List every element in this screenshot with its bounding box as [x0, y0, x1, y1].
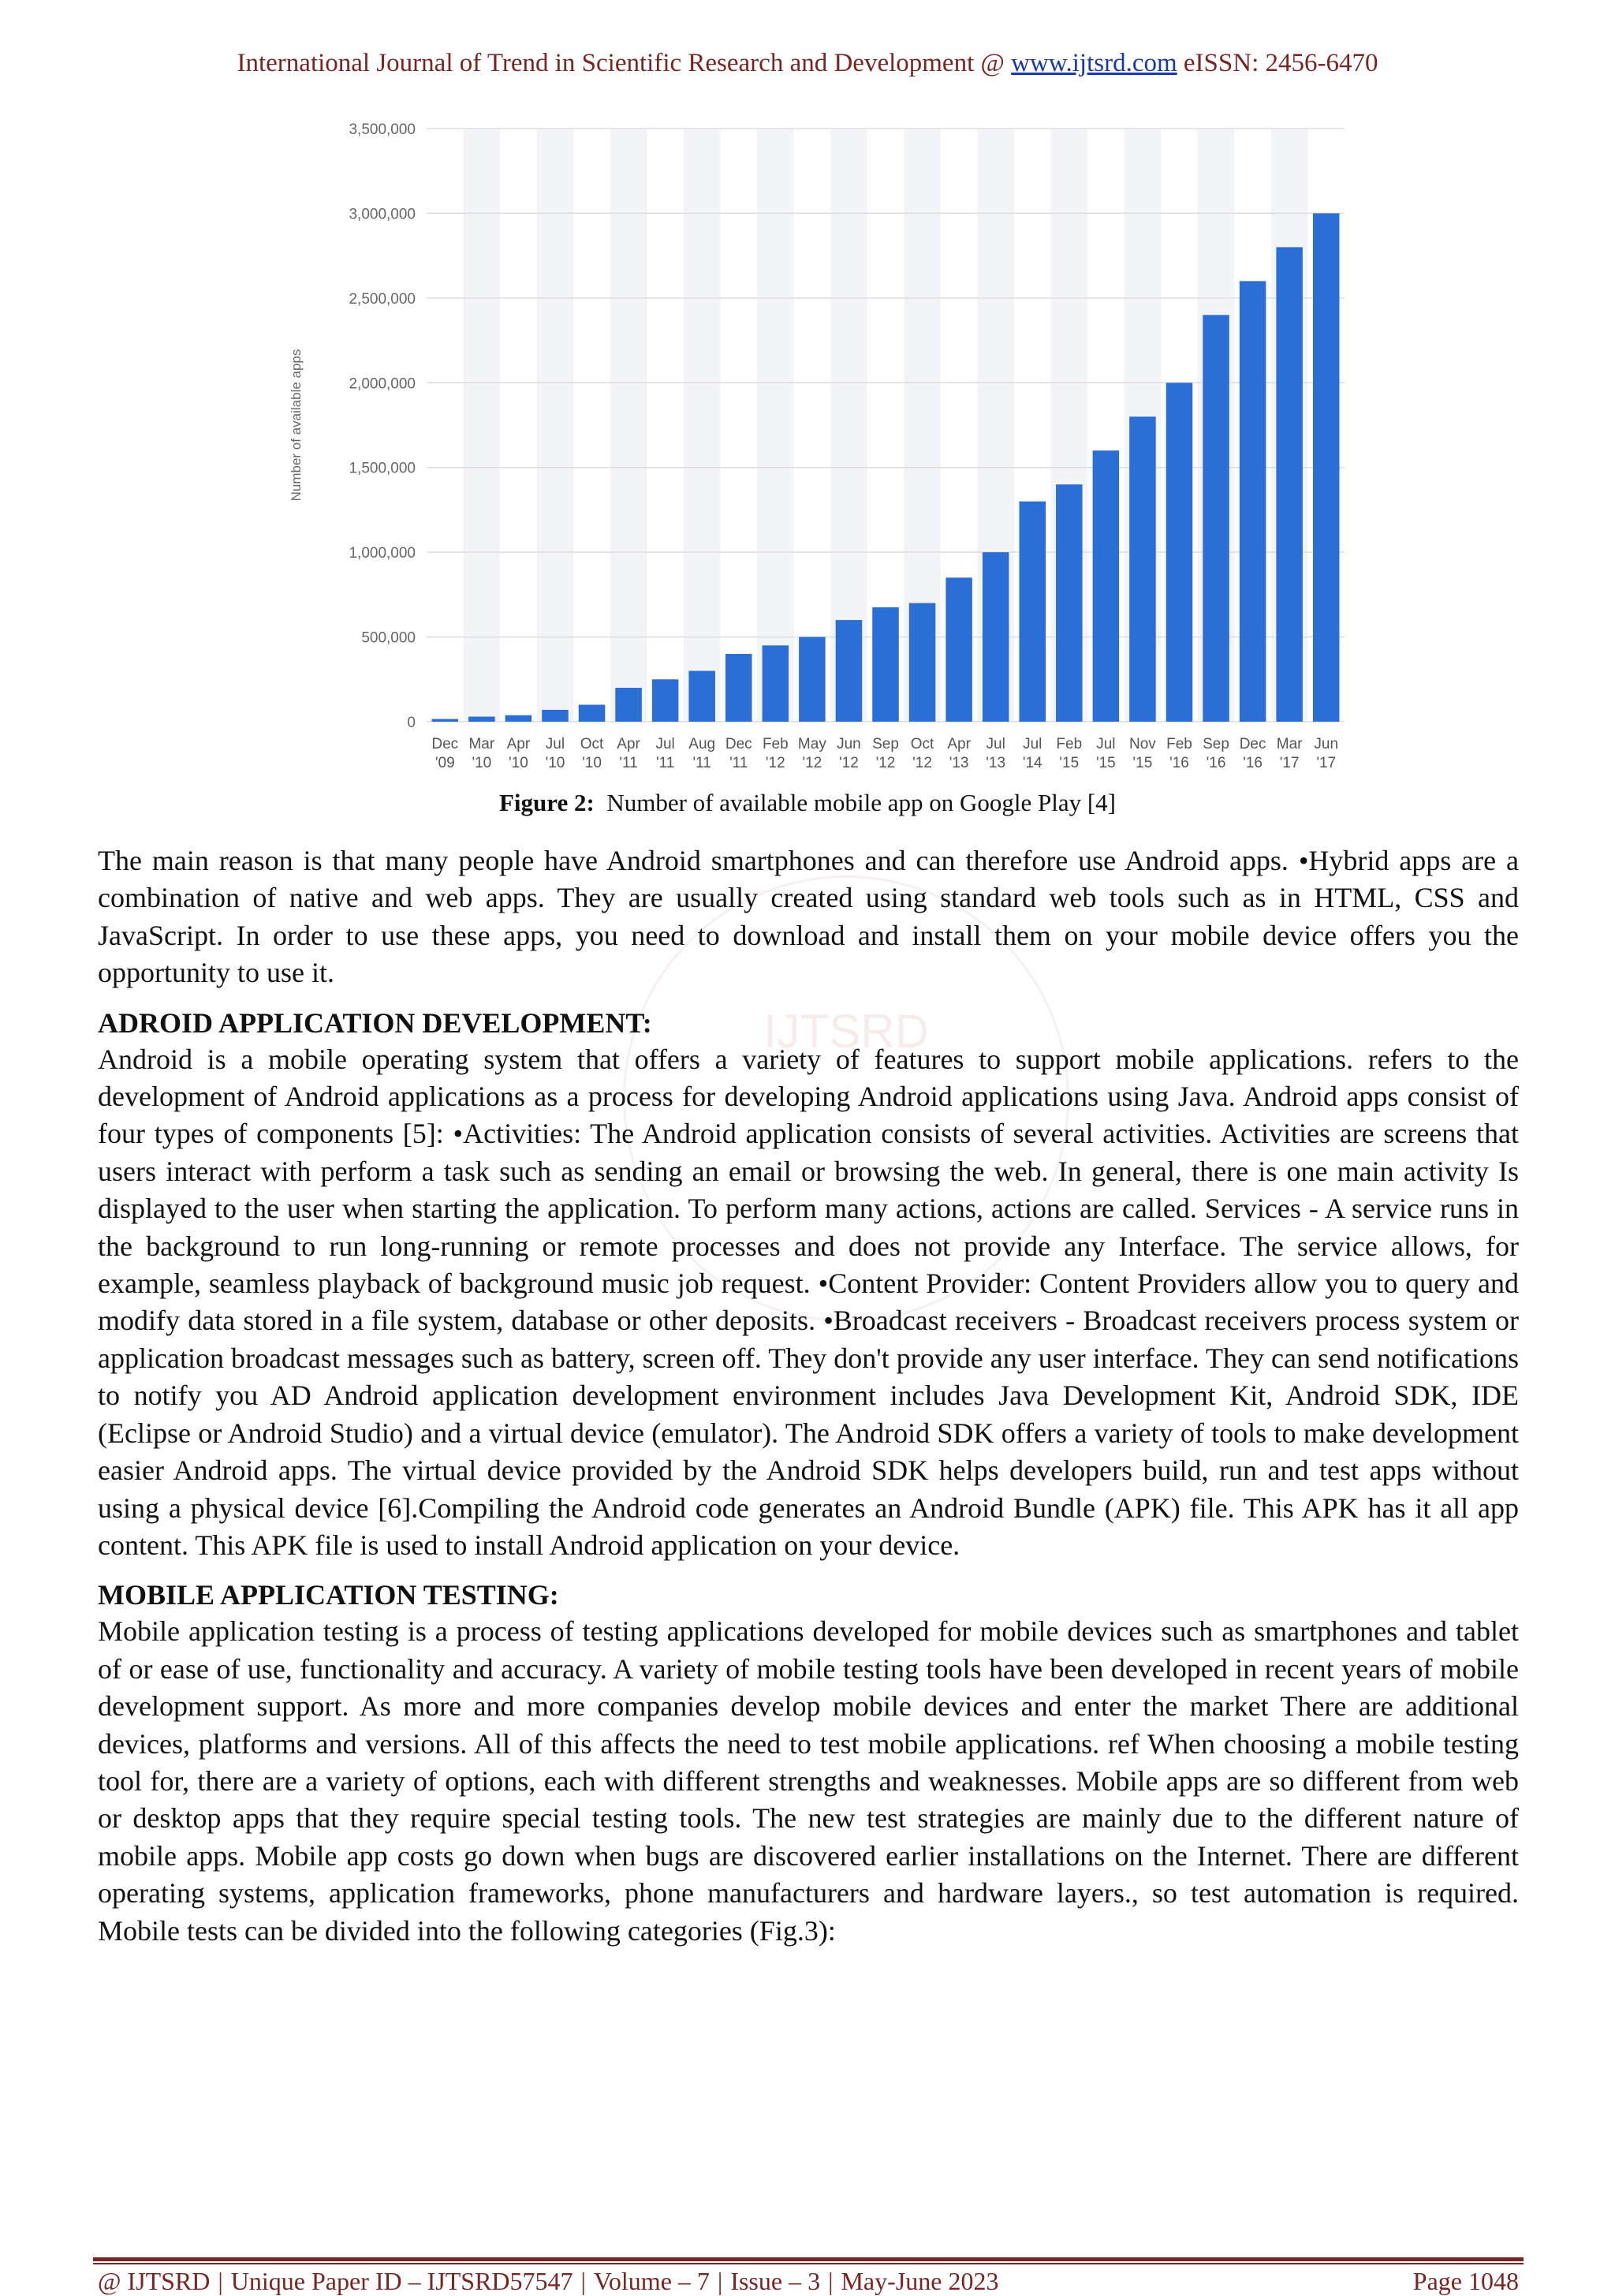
bar [946, 577, 972, 722]
paragraph-intro: The main reason is that many people have Android smartphones and can therefore use Android apps. •Hybrid apps are a combination of native and web apps. They are usually created using standard web tools such as in HTML, CSS and JavaScript. In order to use these apps, you need to download and install them on your mobile device offers you the opportunity to use it. [98, 845, 1519, 989]
column-band [684, 129, 721, 722]
x-tick-label-month: Sep [1203, 736, 1229, 752]
bar [579, 705, 606, 722]
x-tick-label-year: '16 [1243, 755, 1263, 771]
bar [1093, 450, 1120, 722]
x-tick-label-month: Nov [1129, 736, 1156, 752]
paragraph-android-development: Android is a mobile operating system that offers a variety of features to support mobile applications. refers to the development of Android applications as a process for developing Android applications using Java. Android apps consist of four types of components [5]: •Activities: The Android application consists of several activities. Activities are screens that users interact with perform a task such as sending an email or browsing the web. In general, there is one main activity Is displayed to the user when starting the application. To perform many actions, actions are called. Services - A service runs in the background to run long-running or remote processes and does not provide any Interface. The service allows, for example, seamless playback of background music job request. •Content Provider: Content Providers allow you to query and modify data stored in a file system, database or other deposits. •Broadcast receivers - Broadcast receivers process system or application broadcast messages such as battery, screen off. They don't provide any user interface. They can send notifications to notify you AD Android application development environment includes Java Development Kit, Android SDK, IDE (Eclipse or Android Studio) and a virtual device (emulator). The Android SDK offers a variety of tools to make development easier Android apps. The virtual device provided by the Android SDK helps developers build, run and test apps without using a physical device [6].Compiling the Android code generates an Android Bundle (APK) file. This APK has it all app content. This APK file is used to install Android application on your device. [98, 1043, 1519, 1561]
section-heading-android-development: ADROID APPLICATION DEVELOPMENT: [98, 1006, 652, 1039]
bar [688, 671, 715, 722]
x-tick-label-month: Jul [986, 736, 1005, 752]
x-tick-label-month: Apr [947, 736, 971, 752]
bar [872, 607, 899, 722]
figure-title: Number of available mobile app on Google Play [4] [606, 789, 1116, 816]
footer-rule-thin [93, 2263, 1524, 2264]
x-tick-label-month: Dec [431, 736, 459, 752]
section-heading-mobile-testing: MOBILE APPLICATION TESTING: [98, 1579, 559, 1611]
bar [1240, 281, 1266, 722]
bar [432, 719, 459, 722]
x-tick-label-year: '15 [1132, 755, 1153, 771]
x-tick-label-year: '17 [1279, 755, 1300, 771]
footer-paper-id: Unique Paper ID – IJTSRD57547 [230, 2267, 573, 2295]
x-tick-label-year: '10 [545, 755, 565, 771]
footer-journal: @ IJTSRD [98, 2267, 211, 2295]
body-text [98, 842, 1519, 1950]
x-tick-label-month: Jul [1023, 736, 1042, 752]
figure-2-chart [280, 106, 1352, 816]
x-tick-label-year: '15 [1059, 755, 1080, 771]
y-tick-label: 2,500,000 [349, 290, 416, 308]
y-tick-label: 2,000,000 [349, 375, 416, 393]
x-tick-label-month: Mar [1276, 736, 1303, 752]
figure-caption [0, 789, 1615, 817]
bar [909, 603, 936, 722]
footer-meta [98, 2267, 998, 2296]
x-tick-label-month: Oct [910, 736, 934, 752]
x-tick-label-month: Apr [506, 736, 531, 752]
bar [1129, 416, 1156, 722]
x-tick-label-month: Mar [468, 736, 495, 752]
x-tick-label-year: '10 [582, 755, 602, 771]
x-tick-label-year: '13 [949, 755, 969, 771]
bar [763, 645, 789, 722]
running-header [0, 49, 1615, 78]
x-tick-label-month: Aug [688, 736, 716, 752]
x-tick-label-year: '11 [655, 755, 675, 771]
bar [983, 552, 1009, 722]
y-tick-label: 0 [407, 715, 416, 731]
y-axis-label: Number of available apps [289, 349, 304, 502]
bar [615, 688, 642, 722]
column-band [610, 129, 647, 722]
x-tick-label-year: '10 [472, 755, 492, 771]
x-tick-label-year: '12 [912, 755, 932, 771]
page-footer [98, 2267, 1519, 2296]
bar [1313, 213, 1340, 722]
bar [836, 620, 863, 722]
x-tick-label-month: Feb [762, 736, 789, 752]
x-tick-label-year: '12 [839, 755, 859, 771]
x-tick-label-year: '16 [1169, 755, 1189, 771]
watermark-text: IJTSRD [763, 1005, 929, 1058]
bar [1056, 484, 1083, 722]
x-tick-label-month: Feb [1056, 736, 1083, 752]
footer-volume: Volume – 7 [593, 2267, 710, 2295]
bar-chart-svg [280, 106, 1352, 785]
column-band [757, 129, 794, 722]
x-tick-label-year: '12 [802, 755, 822, 771]
y-tick-label: 3,500,000 [349, 121, 416, 138]
y-tick-label: 500,000 [361, 629, 416, 647]
x-tick-label-year: '11 [729, 755, 748, 771]
footer-separator: | [218, 2267, 223, 2295]
x-tick-label-month: Jun [837, 736, 861, 752]
bar [725, 654, 752, 722]
x-tick-label-year: '11 [692, 755, 711, 771]
x-tick-label-month: Sep [872, 736, 899, 752]
x-tick-label-month: Apr [617, 736, 640, 752]
footer-separator: | [828, 2267, 834, 2295]
figure-label: Figure 2: [499, 789, 595, 816]
paragraph-mobile-testing: Mobile application testing is a process of testing applications developed for mobile devices such as smartphones and tablet of or ease of use, functionality and accuracy. A variety of mobile testing tools have been developed in recent years of mobile development support. As more and more companies develop mobile devices and enter the market There are additional devices, platforms and versions. All of this affects the need to test mobile applications. ref When choosing a mobile testing tool for, there are a variety of options, each with different strengths and weaknesses. Mobile apps are so different from web or desktop apps that they require special testing tools. The new test strategies are mainly due to the different nature of mobile apps. Mobile app costs go down when bugs are discovered earlier installations on the Internet. There are different operating systems, application frameworks, phone manufacturers and hardware layers., so test automation is required. Mobile tests can be divided into the following categories (Fig.3): [98, 1615, 1519, 1947]
header-suffix: eISSN: 2456-6470 [1177, 49, 1378, 77]
y-tick-label: 1,000,000 [349, 545, 416, 562]
footer-issue: Issue – 3 [730, 2267, 821, 2295]
x-tick-label-month: Dec [1239, 736, 1266, 752]
x-tick-label-month: Dec [725, 736, 752, 752]
footer-page-number: Page 1048 [1412, 2267, 1519, 2295]
y-tick-label: 3,000,000 [349, 206, 416, 223]
bar [1276, 247, 1303, 722]
x-tick-label-month: Jul [655, 736, 675, 752]
x-tick-label-year: '13 [986, 755, 1006, 771]
bar [542, 710, 569, 722]
x-tick-label-year: '09 [435, 755, 455, 771]
x-tick-label-month: May [797, 736, 826, 752]
x-tick-label-year: '16 [1206, 755, 1226, 771]
y-tick-label: 1,500,000 [349, 460, 416, 477]
bar [468, 717, 495, 722]
x-tick-label-month: Jul [1096, 736, 1116, 752]
footer-separator: | [580, 2267, 586, 2295]
footer-date: May-June 2023 [841, 2267, 999, 2295]
x-tick-label-month: Jun [1314, 736, 1339, 752]
journal-link[interactable]: www.ijtsrd.com [1011, 49, 1177, 77]
x-tick-label-year: '12 [765, 755, 785, 771]
x-tick-label-month: Feb [1166, 736, 1192, 752]
column-band [537, 129, 574, 722]
x-tick-label-year: '15 [1095, 755, 1116, 771]
x-tick-label-year: '17 [1316, 755, 1337, 771]
x-tick-label-month: Jul [545, 736, 565, 752]
bar [505, 715, 532, 722]
bar [799, 637, 826, 722]
header-prefix: International Journal of Trend in Scientific Research and Development @ [237, 49, 1012, 77]
bar [652, 679, 679, 722]
x-tick-label-month: Oct [580, 736, 604, 752]
bar [1166, 383, 1193, 722]
column-band [464, 129, 501, 722]
x-tick-label-year: '11 [619, 755, 638, 771]
bar [1203, 315, 1229, 722]
footer-separator: | [717, 2267, 723, 2295]
x-tick-label-year: '14 [1022, 755, 1042, 771]
bar [1019, 502, 1046, 722]
x-tick-label-year: '10 [509, 755, 528, 771]
footer-rule-thick [93, 2257, 1524, 2261]
x-tick-label-year: '12 [875, 755, 896, 771]
